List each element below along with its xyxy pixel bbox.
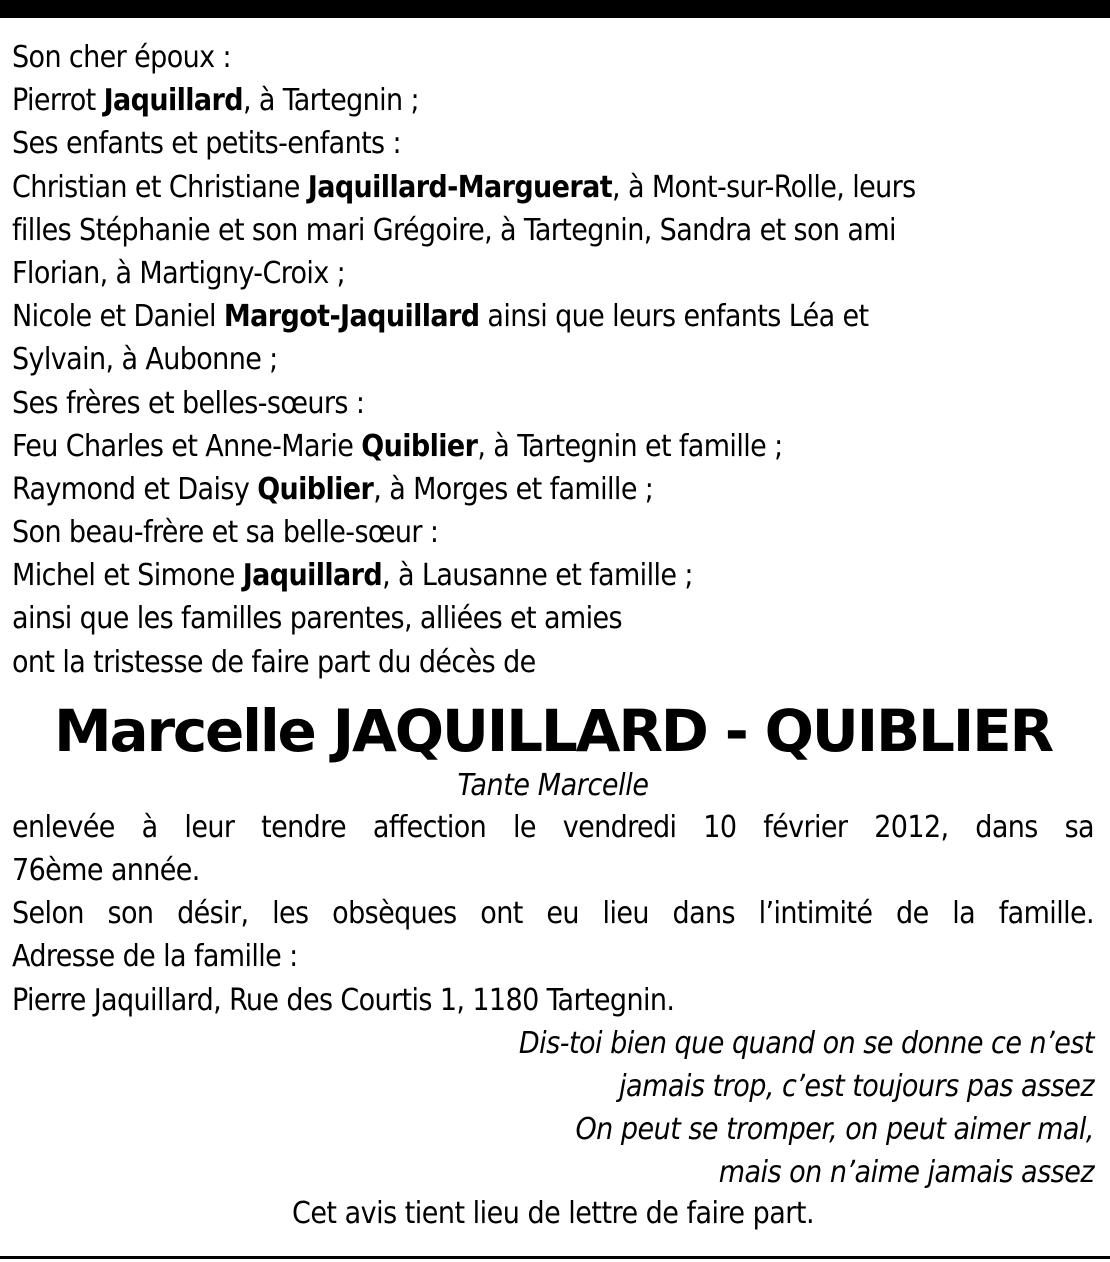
family-text: Nicole et Daniel bbox=[12, 299, 224, 335]
family-line bbox=[12, 425, 1094, 468]
passing-text-line-2: 76ème année. bbox=[12, 853, 200, 889]
family-text: , à Lausanne et famille ; bbox=[382, 558, 693, 594]
family-surname: Jaquillard-Marguerat bbox=[307, 169, 613, 205]
funeral-text: Selon son désir, les obsèques ont eu lieu dans l’intimité de la famille. bbox=[12, 896, 1094, 932]
family-text: ainsi que leurs enfants Léa et bbox=[479, 299, 869, 335]
family-text: Son beau-frère et sa belle-sœur : bbox=[12, 515, 439, 551]
family-text: Michel et Simone bbox=[12, 558, 243, 594]
family-surname: Quiblier bbox=[257, 471, 374, 507]
family-surname: Jaquillard bbox=[242, 558, 383, 594]
family-line bbox=[12, 79, 1094, 122]
family-line bbox=[12, 511, 1094, 554]
family-surname: Jaquillard bbox=[103, 83, 243, 119]
poem-line: mais on n’aime jamais assez bbox=[718, 1154, 1094, 1190]
deceased-name: Marcelle JAQUILLARD - QUIBLIER bbox=[54, 696, 1052, 765]
family-line bbox=[12, 36, 1094, 79]
family-text: ont la tristesse de faire part du décès de bbox=[12, 644, 536, 680]
family-text: Pierrot bbox=[12, 83, 104, 119]
poem-line: jamais trop, c’est toujours pas assez bbox=[619, 1068, 1094, 1104]
family-surname: Quiblier bbox=[361, 428, 478, 464]
family-text: Raymond et Daisy bbox=[12, 471, 258, 507]
family-text: Ses enfants et petits-enfants : bbox=[12, 126, 401, 162]
obituary-notice bbox=[12, 36, 1094, 1234]
family-text: Ses frères et belles-sœurs : bbox=[12, 385, 365, 421]
family-text: Christian et Christiane bbox=[12, 169, 308, 205]
family-line bbox=[12, 468, 1094, 511]
poem-line: Dis-toi bien que quand on se donne ce n’est bbox=[518, 1025, 1094, 1061]
family-line bbox=[12, 209, 1094, 252]
family-list bbox=[12, 36, 1094, 684]
family-text: filles Stéphanie et son mari Grégoire, à Tartegnin, Sandra et son ami bbox=[12, 212, 896, 248]
family-line bbox=[12, 252, 1094, 295]
family-line bbox=[12, 295, 1094, 338]
family-text: , à Morges et famille ; bbox=[373, 471, 654, 507]
poem-line: On peut se tromper, on peut aimer mal, bbox=[575, 1111, 1094, 1147]
family-line bbox=[12, 166, 1094, 209]
family-text: , à Tartegnin et famille ; bbox=[477, 428, 783, 464]
family-surname: Margot-Jaquillard bbox=[223, 299, 480, 335]
family-text: Feu Charles et Anne-Marie bbox=[12, 428, 362, 464]
family-text: Son cher époux : bbox=[12, 40, 231, 75]
closing-note: Cet avis tient lieu de lettre de faire part. bbox=[291, 1195, 815, 1231]
deceased-nickname: Tante Marcelle bbox=[457, 767, 649, 803]
family-line bbox=[12, 122, 1094, 165]
family-line bbox=[12, 554, 1094, 597]
family-line bbox=[12, 641, 1094, 684]
family-text: , à Tartegnin ; bbox=[242, 83, 420, 119]
poem bbox=[12, 1022, 1094, 1194]
family-line bbox=[12, 338, 1094, 381]
passing-text-line-1: enlevée à leur tendre affection le vendredi 10 février 2012, dans sa bbox=[12, 809, 1094, 845]
family-text: , à Mont-sur-Rolle, leurs bbox=[612, 169, 916, 205]
family-text: Florian, à Martigny-Croix ; bbox=[12, 255, 346, 291]
family-text: Sylvain, à Aubonne ; bbox=[12, 342, 278, 378]
top-border-bar bbox=[0, 0, 1110, 18]
family-text: ainsi que les familles parentes, alliées et amies bbox=[12, 601, 622, 637]
family-line bbox=[12, 382, 1094, 425]
family-address: Pierre Jaquillard, Rue des Courtis 1, 1180 Tartegnin. bbox=[12, 982, 675, 1018]
bottom-border-rule bbox=[0, 1256, 1110, 1259]
address-label: Adresse de la famille : bbox=[12, 939, 298, 975]
family-line bbox=[12, 597, 1094, 640]
